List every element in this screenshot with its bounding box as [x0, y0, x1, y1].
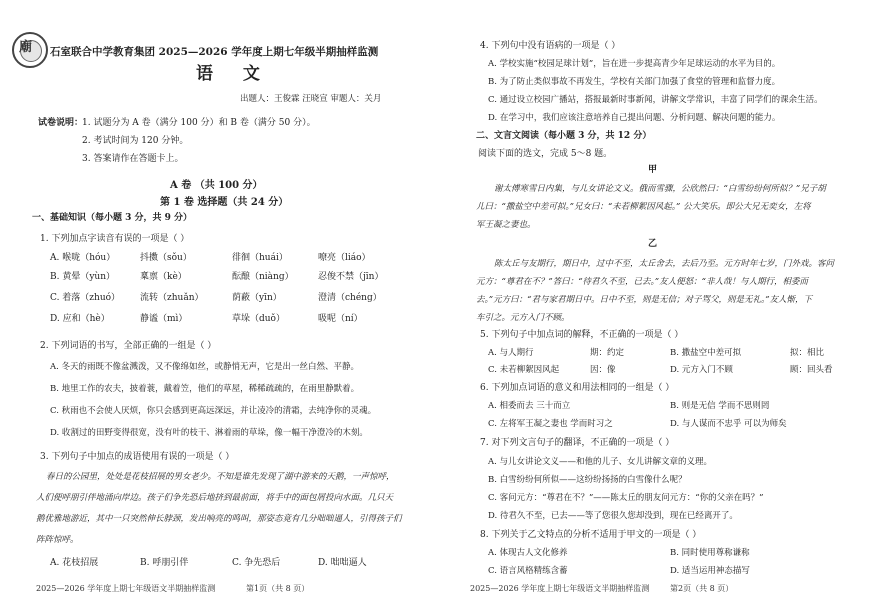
section-one-title: 一、基础知识（每小题 3 分，共 9 分）	[32, 213, 193, 223]
passage-jia-line: 谢太傅寒雪日内集，与儿女讲论文义。俄而雪骤，公欣然曰：“白雪纷纷何所似？”兄子胡	[494, 184, 826, 194]
q1-option: 澄清（chéng）	[318, 293, 382, 303]
passage-jia-line: 儿曰：“撒盐空中差可拟。”兄女曰：“未若柳絮因风起。” 公大笑乐。即公大兄无奕女，左将	[476, 202, 811, 212]
q1-option: 徘徊（huái）	[232, 253, 288, 263]
seal-mark: 廟	[19, 40, 33, 55]
q4-option: B. 为了防止类似事故不再发生，学校有关部门加强了食堂的管理和监督力度。	[488, 77, 781, 87]
question-5-stem: 5. 下列句子中加点词的解释，不正确的一项是（ ）	[480, 330, 684, 340]
q7-option: A. 与儿女讲论文义——和他的儿子、女儿讲解文章的义理。	[488, 457, 713, 467]
school-seal-icon	[12, 32, 48, 68]
q1-option: 稟禀（kè）	[140, 272, 187, 282]
question-4-stem: 4. 下列句中没有语病的一项是（ ）	[480, 41, 621, 51]
question-7-stem: 7. 对下列文言句子的翻译，不正确的一项是（ ）	[480, 438, 675, 448]
question-8-stem: 8. 下列关于乙文特点的分析不适用于甲文的一项是（ ）	[480, 530, 702, 540]
exam-header: 石室联合中学教育集团 2025—2026 学年度上期七年级半期抽样监测	[50, 46, 379, 58]
volume-a-title: A 卷 （共 100 分）	[170, 180, 263, 191]
q2-option: A. 冬天的雨既不像盆溅泼，又不像绵如丝，或静悄无声，它是出一丝白然、平静。	[50, 362, 360, 372]
q1-option: 草垛（duǒ）	[232, 314, 285, 324]
q1-option: 忍俊不禁（jīn）	[318, 272, 384, 282]
q4-option: A. 学校实施“校园足球计划”，旨在进一步提高青少年足球运动的水平为目的。	[488, 59, 781, 69]
subject-title: 语 文	[196, 64, 272, 84]
q2-option: D. 收割过的田野变得很宽，没有叶的枝干、淋着雨的草垛，像一幅干净澄冷的木刻。	[50, 428, 368, 438]
q6-option: A. 相委而去 三十而立	[488, 401, 571, 411]
q1-option: 静谧（mì）	[140, 314, 188, 324]
page-footer-left: 2025—2026 学年度上期七年级语文半期抽样监测	[36, 584, 216, 593]
q3-passage-line: 人们便呼朋引伴地涌向岸边。孩子们争先恐后地挤到最前面，将手中的面包屑投向水面。几只天	[36, 493, 394, 503]
q1-option: D. 应和（hè）	[50, 314, 110, 324]
q5-option: A. 与人期行	[488, 348, 534, 358]
q1-option: 吸呢（ní）	[318, 314, 363, 324]
q8-option: A. 体现古人文化修养	[488, 548, 568, 558]
q1-option: 荫蔽（yīn）	[232, 293, 282, 303]
authors-line: 出题人：王俊霖 汪晓宣 审题人：关月	[240, 94, 382, 104]
question-3-stem: 3. 下列句子中加点的成语使用有误的一项是（ ）	[40, 452, 235, 462]
q3-passage-line: 春日的公园里，处处是花枝招展的男女老少。不知是谁先发现了湖中游来的天鹅，一声惊呼，	[46, 472, 395, 482]
page-number: 第1页（共 8 页）	[246, 584, 310, 593]
question-1-stem: 1. 下列加点字读音有误的一项是（ ）	[40, 234, 190, 244]
question-2-stem: 2. 下列词语的书写，全部正确的一组是（ ）	[40, 341, 217, 351]
passage-yi-line: 车引之。元方入门不顾。	[476, 313, 570, 323]
q1-option: 酝酿（niàng）	[232, 272, 294, 282]
q7-option: D. 待君久不至，已去——等了您很久您却没到，现在已经离开了。	[488, 511, 738, 521]
q1-option: C. 着落（zhuó）	[50, 293, 121, 303]
q7-option: C. 客问元方：“尊君在不？”——陈太丘的朋友问元方：“你的父亲在吗？”	[488, 493, 764, 503]
q8-option: B. 同时使用尊称谦称	[670, 548, 750, 558]
passage-yi-label: 乙	[648, 239, 658, 249]
q1-option: 流转（zhuǎn）	[140, 293, 204, 303]
part-one-title: 第 1 卷 选择题（共 24 分）	[160, 197, 289, 208]
q5-option: B. 撒盐空中差可拟	[670, 348, 742, 358]
passage-jia-label: 甲	[648, 165, 658, 175]
q3-option: D. 咄咄逼人	[318, 558, 367, 568]
q2-option: C. 秋雨也不会使人厌烦，你只会感到更高远深远，并让凌冷的清霜，去纯净你的灵魂。	[50, 406, 377, 416]
q1-option: B. 黄晕（yùn）	[50, 272, 116, 282]
instruction-item: 1. 试题分为 A 卷（满分 100 分）和 B 卷（满分 50 分）。	[82, 118, 316, 128]
q1-option: 抖擞（sǒu）	[140, 253, 192, 263]
passage-yi-line: 元方：“尊君在不？”答曰：“待君久不至，已去。”友人便怒：“非人哉！与人期行，相委而	[476, 277, 808, 287]
q5-gloss: 拟：相比	[790, 348, 825, 358]
q6-option: B. 则是无信 学而不思则罔	[670, 401, 770, 411]
section-two-title: 二、文言文阅读（每小题 3 分，共 12 分）	[476, 131, 652, 141]
q5-gloss: 顾：回头看	[790, 365, 833, 375]
q8-option: C. 语言风格精练含蓄	[488, 566, 568, 576]
q3-passage-line: 阵阵惊呼。	[36, 535, 79, 545]
q4-option: C. 通过设立校园广播站，搭报最新时事新闻，讲解文学常识，丰富了同学们的课余生活。	[488, 95, 823, 105]
q6-option: D. 与人谋而不忠乎 可以为师矣	[670, 419, 787, 429]
instruction-item: 3. 答案请作在答题卡上。	[82, 154, 184, 164]
instructions-label: 试卷说明：	[38, 118, 84, 128]
q5-option: D. 元方入门不顾	[670, 365, 733, 375]
passage-yi-line: 去。”元方曰：“君与家君期日中。日中不至，则是无信；对子骂父，则是无礼。”友人惭，下	[476, 295, 813, 305]
q5-gloss: 因：像	[590, 365, 616, 375]
q3-passage-line: 鹅优雅地游近，其中一只突然伸长脖颈，发出响亮的鸣叫，那姿态竟有几分咄咄逼人，引得孩子们	[36, 514, 402, 524]
page-two	[440, 0, 870, 615]
q7-option: B. 白雪纷纷何所似——这纷纷扬扬的白雪像什么呢？	[488, 475, 687, 485]
q3-option: C. 争先恐后	[232, 558, 281, 568]
page-footer-left: 2025—2026 学年度上期七年级语文半期抽样监测	[470, 584, 650, 593]
q6-option: C. 左将军王凝之妻也 学而时习之	[488, 419, 613, 429]
q4-option: D. 在学习中，我们应该注意培养自己提出问题、分析问题、解决问题的能力。	[488, 113, 781, 123]
q3-option: A. 花枝招展	[50, 558, 99, 568]
instruction-item: 2. 考试时间为 120 分钟。	[82, 136, 189, 146]
question-6-stem: 6. 下列加点词语的意义和用法相同的一组是（ ）	[480, 383, 675, 393]
q3-option: B. 呼朋引伴	[140, 558, 189, 568]
q5-gloss: 期：约定	[590, 348, 625, 358]
page-number: 第2页（共 8 页）	[670, 584, 734, 593]
passage-yi-line: 陈太丘与友期行，期日中，过中不至，太丘舍去，去后乃至。元方时年七岁，门外戏。客问	[494, 259, 835, 269]
passage-jia-line: 军王凝之妻也。	[476, 220, 536, 230]
q5-option: C. 未若柳絮因风起	[488, 365, 560, 375]
q1-option: 嘹亮（liáo）	[318, 253, 371, 263]
q1-option: A. 喉咙（hóu）	[50, 253, 116, 263]
reading-intro: 阅读下面的选文，完成 5～8 题。	[478, 149, 613, 159]
q8-option: D. 适当运用神态描写	[670, 566, 750, 576]
q2-option: B. 地里工作的农夫，披着蓑，戴着笠，他们的草屋，稀稀疏疏的，在雨里静默着。	[50, 384, 360, 394]
